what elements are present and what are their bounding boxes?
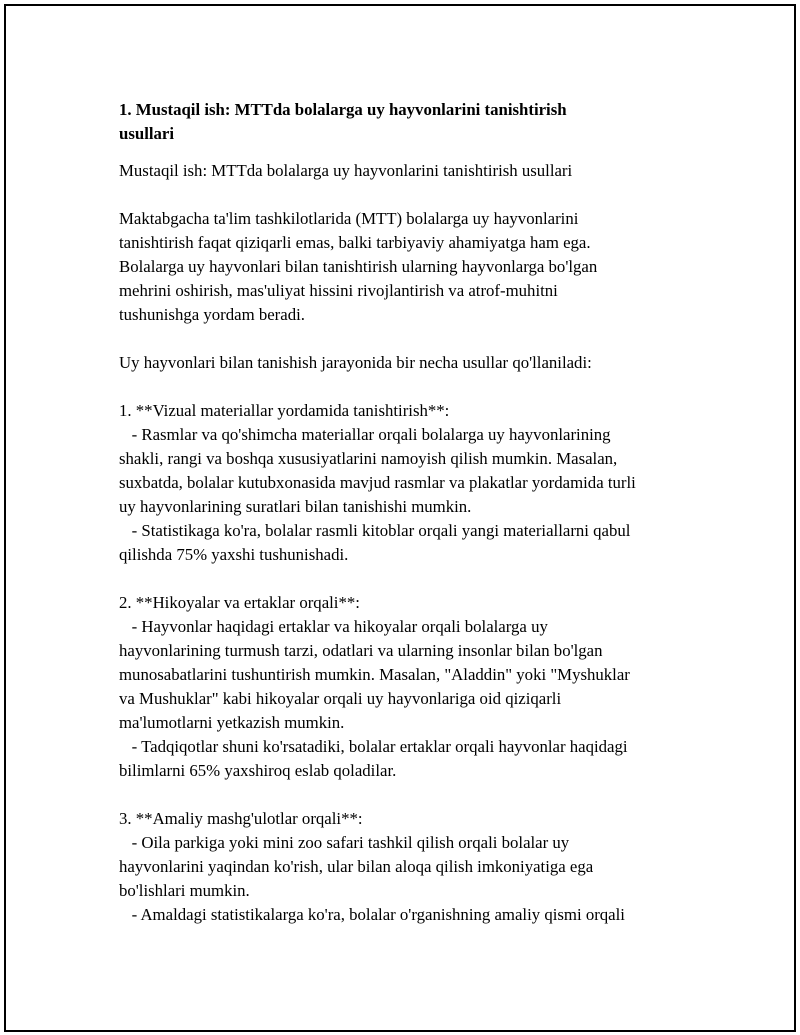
method-section-stories xyxy=(119,591,699,783)
text-line: suxbatda, bolalar kutubxonasida mavjud rasmlar va plakatlar yordamida turli xyxy=(119,473,636,492)
document-body xyxy=(119,98,699,927)
page-frame xyxy=(4,4,796,1032)
text-line: - Rasmlar va qo'shimcha materiallar orqali bolalarga uy hayvonlarining xyxy=(119,425,611,444)
text-line: va Mushuklar" kabi hikoyalar orqali uy hayvonlariga oid qiziqarli xyxy=(119,689,562,708)
document-title xyxy=(119,98,699,146)
text-line: qilishda 75% yaxshi tushunishadi. xyxy=(119,545,349,564)
text-line: Maktabgacha ta'lim tashkilotlarida (MTT) bolalarga uy hayvonlarini xyxy=(119,209,579,228)
text-line: tanishtirish faqat qiziqarli emas, balki tarbiyaviy ahamiyatga ham ega. xyxy=(119,233,591,252)
methods-intro-paragraph xyxy=(119,351,699,375)
document-subtitle: Mustaqil ish: MTTda bolalarga uy hayvonlarini tanishtirish usullari xyxy=(119,161,573,180)
section-heading: 1. **Vizual materiallar yordamida tanishtirish**: xyxy=(119,401,450,420)
text-line: bo'lishlari mumkin. xyxy=(119,881,250,900)
title-line: usullari xyxy=(119,124,175,143)
method-section-visual xyxy=(119,399,699,567)
text-line: tushunishga yordam beradi. xyxy=(119,305,305,324)
text-line: uy hayvonlarining suratlari bilan tanishishi mumkin. xyxy=(119,497,472,516)
text-line: bilimlarni 65% yaxshiroq eslab qoladilar. xyxy=(119,761,397,780)
section-heading: 3. **Amaliy mashg'ulotlar orqali**: xyxy=(119,809,363,828)
text-line: ma'lumotlarni yetkazish mumkin. xyxy=(119,713,345,732)
title-line: 1. Mustaqil ish: MTTda bolalarga uy hayvonlarini tanishtirish xyxy=(119,100,567,119)
text-line: shakli, rangi va boshqa xususiyatlarini namoyish qilish mumkin. Masalan, xyxy=(119,449,618,468)
text-line: - Hayvonlar haqidagi ertaklar va hikoyalar orqali bolalarga uy xyxy=(119,617,548,636)
text-line: mehrini oshirish, mas'uliyat hissini rivojlantirish va atrof-muhitni xyxy=(119,281,558,300)
intro-paragraph xyxy=(119,207,699,327)
text-line: - Tadqiqotlar shuni ko'rsatadiki, bolalar ertaklar orqali hayvonlar haqidagi xyxy=(119,737,628,756)
text-line: - Oila parkiga yoki mini zoo safari tashkil qilish orqali bolalar uy xyxy=(119,833,570,852)
text-line: munosabatlarini tushuntirish mumkin. Masalan, "Aladdin" yoki "Myshuklar xyxy=(119,665,630,684)
text-line: Uy hayvonlari bilan tanishish jarayonida bir necha usullar qo'llaniladi: xyxy=(119,353,592,372)
text-line: Bolalarga uy hayvonlari bilan tanishtirish ularning hayvonlarga bo'lgan xyxy=(119,257,598,276)
text-line: hayvonlarining turmush tarzi, odatlari va ularning insonlar bilan bo'lgan xyxy=(119,641,603,660)
text-line: - Statistikaga ko'ra, bolalar rasmli kitoblar orqali yangi materiallarni qabul xyxy=(119,521,631,540)
text-line: hayvonlarini yaqindan ko'rish, ular bilan aloqa qilish imkoniyatiga ega xyxy=(119,857,594,876)
text-line: - Amaldagi statistikalarga ko'ra, bolalar o'rganishning amaliy qismi orqali xyxy=(119,905,625,924)
section-heading: 2. **Hikoyalar va ertaklar orqali**: xyxy=(119,593,360,612)
method-section-practical xyxy=(119,807,699,927)
